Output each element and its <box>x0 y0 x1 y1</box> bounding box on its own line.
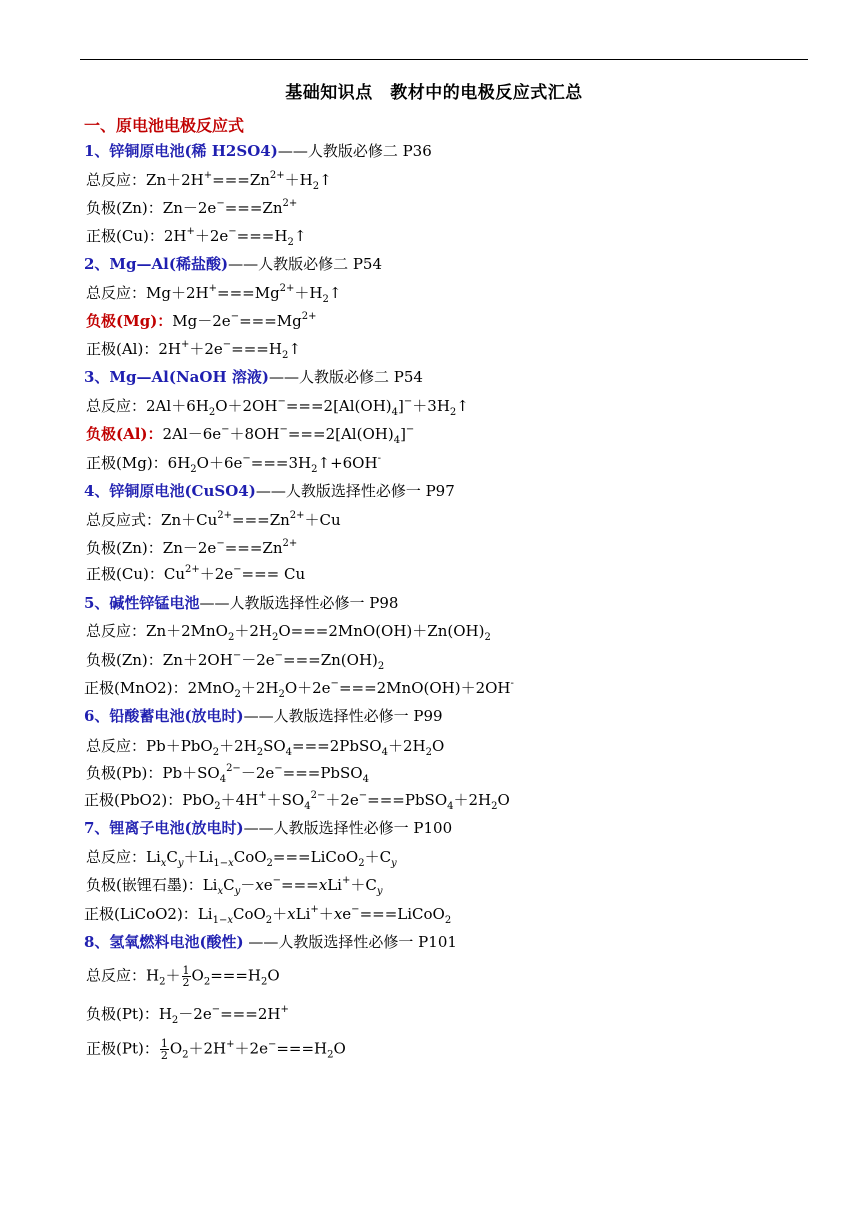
item-8-positive: 正极(Pt)： $\frac{1}{2}$ $O_2+2H^++2e^-===H_2O$ <box>86 1037 346 1062</box>
item-1-heading: 1、锌铜原电池(稀 H2SO4)——人教版必修二 P36 <box>84 142 432 160</box>
item-3-negative: 负极(Al)：$2Al-6e^-+8OH^-===2[Al(OH)_4]^-$ <box>86 424 415 446</box>
item-1-positive: 正极(Cu)：$2H^++2e^-===H_2↑$ <box>86 226 307 248</box>
item-4-total: 总反应式：$Zn+Cu^{2+}===Zn^{2+}+Cu$ <box>86 510 341 529</box>
item-2-positive: 正极(Al)：$2H^++2e^-===H_2↑$ <box>86 339 301 361</box>
item-7-heading: 7、锂离子电池(放电时)——人教版选择性必修一 P100 <box>84 819 453 837</box>
item-4-heading: 4、锌铜原电池(CuSO4)——人教版选择性必修一 P97 <box>84 482 455 500</box>
item-7-negative: 负极(嵌锂石墨)：$Li_xC_y-xe^-===xLi^++C_y$ <box>86 875 383 897</box>
item-5-negative: 负极(Zn)：$Zn+2OH^--2e^-===Zn(OH)_2$ <box>86 650 385 672</box>
item-1-negative: 负极(Zn)：$Zn-2e^-===Zn^{2+}$ <box>86 198 298 217</box>
item-5-total: 总反应：$Zn+2MnO_2+2H_2O===2MnO(OH)+Zn(OH)_2$ <box>86 622 491 643</box>
item-4-positive: 正极(Cu)：$Cu^{2+}+2e^-=== Cu$ <box>86 564 306 583</box>
item-2-total: 总反应：$Mg+2H^+===Mg^{2+}+H_2↑$ <box>86 283 342 305</box>
item-4-negative: 负极(Zn)：$Zn-2e^-===Zn^{2+}$ <box>86 538 298 557</box>
item-6-heading: 6、铅酸蓄电池(放电时)——人教版选择性必修一 P99 <box>84 707 443 725</box>
item-8-heading: 8、氢氧燃料电池(酸性) ——人教版选择性必修一 P101 <box>84 933 457 951</box>
item-1-total: 总反应：$Zn+2H^+===Zn^{2+}+H_2↑$ <box>86 170 332 192</box>
header-rule <box>80 59 808 60</box>
item-5-heading: 5、碱性锌锰电池——人教版选择性必修一 P98 <box>84 594 399 612</box>
item-3-positive: 正极(Mg)：$6H_2O+6e^-===3H_2↑+6OH^-$ <box>86 453 381 475</box>
item-7-total: 总反应：$Li_xC_y+Li_{1-x}CoO_2===LiCoO_2+C_y$ <box>86 848 397 869</box>
item-7-positive: 正极(LiCoO2)：$Li_{1-x}CoO_2+xLi^++xe^-===LiCoO_2$ <box>84 904 452 926</box>
item-8-total: 总反应：$H_2+$ $\frac{1}{2}$ $O_2===H_2O$ <box>86 964 280 989</box>
item-2-negative: 负极(Mg)：$Mg-2e^-===Mg^{2+}$ <box>86 311 317 330</box>
section-heading: 一、原电池电极反应式 <box>84 116 245 135</box>
item-3-heading: 3、Mg—Al(NaOH 溶液)——人教版必修二 P54 <box>84 368 423 386</box>
page-title: 基础知识点 教材中的电极反应式汇总 <box>285 83 583 103</box>
item-2-heading: 2、Mg—Al(稀盐酸)——人教版必修二 P54 <box>84 255 383 273</box>
item-3-total: 总反应：$2Al+6H_2O+2OH^-===2[Al(OH)_4]^-+3H_2↑$ <box>86 396 469 418</box>
item-6-negative: 负极(Pb)：$Pb+SO_4^{2-}-2e^-===PbSO_4$ <box>86 763 369 785</box>
item-5-positive: 正极(MnO2)：$2MnO_2+2H_2O+2e^-===2MnO(OH)+2OH^-$ <box>84 678 514 700</box>
item-6-total: 总反应：$Pb+PbO_2+2H_2SO_4===2PbSO_4+2H_2O$ <box>86 737 445 758</box>
item-8-negative: 负极(Pt)：$H_2-2e^-===2H^+$ <box>86 1004 289 1026</box>
item-6-positive: 正极(PbO2)：$PbO_2+4H^++SO_4^{2-}+2e^-===PbSO_4+2H_2O$ <box>84 790 510 812</box>
